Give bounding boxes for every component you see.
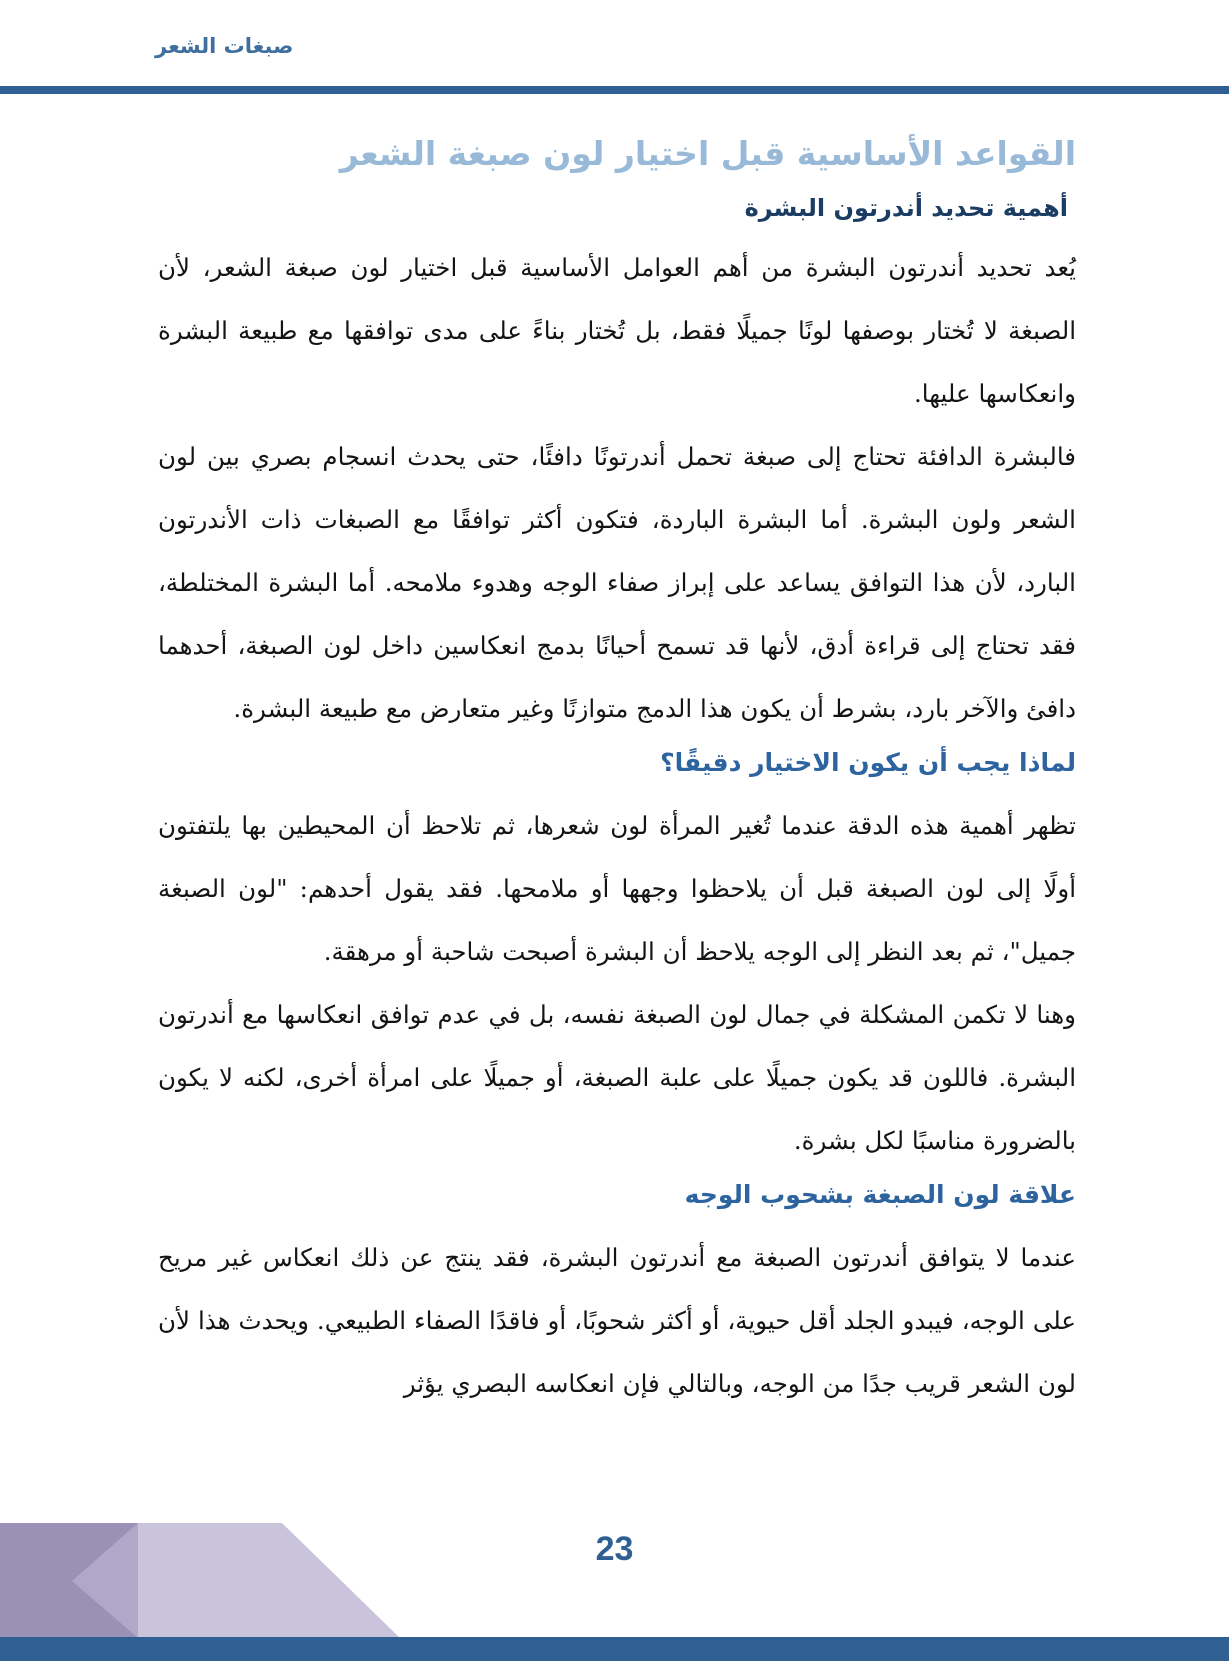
paragraph: فالبشرة الدافئة تحتاج إلى صبغة تحمل أندرتونًا دافئًا، حتى يحدث انسجام بصري بين لون الشعر ولون البشرة. أما البشرة الباردة، فتكون أكثر توافقًا مع الصبغات ذات الأندرتون البارد، لأن هذا التوافق يساعد على إبراز صفاء الوجه وهدوء ملامحه. أما البشرة المختلطة، فقد تحتاج إلى قراءة أدق، لأنها قد تسمح أحيانًا بدمج انعكاسين داخل لون الصبغة، أحدهما دافئ والآخر بارد، بشرط أن يكون هذا الدمج متوازنًا وغير متعارض مع طبيعة البشرة. xyxy=(158,442,1076,723)
page-content xyxy=(158,128,1076,1415)
paragraph: يُعد تحديد أندرتون البشرة من أهم العوامل الأساسية قبل اختيار لون صبغة الشعر، لأن الصبغة لا تُختار بوصفها لونًا جميلًا فقط، بل تُختار بناءً على مدى توافقها مع طبيعة البشرة وانعكاسها عليها. xyxy=(158,253,1076,408)
footer-band xyxy=(0,1637,1229,1661)
main-title: القواعد الأساسية قبل اختيار لون صبغة الشعر xyxy=(339,134,1076,173)
paragraph: تظهر أهمية هذه الدقة عندما تُغير المرأة لون شعرها، ثم تلاحظ أن المحيطين بها يلتفتون أولًا إلى لون الصبغة قبل أن يلاحظوا وجهها أو ملامحها. فقد يقول أحدهم: "لون الصبغة جميل"، ثم بعد النظر إلى الوجه يلاحظ أن البشرة أصبحت شاحبة أو مرهقة. xyxy=(158,811,1076,966)
paragraph: عندما لا يتوافق أندرتون الصبغة مع أندرتون البشرة، فقد ينتج عن ذلك انعكاس غير مريح على الوجه، فيبدو الجلد أقل حيوية، أو أكثر شحوبًا، أو فاقدًا الصفاء الطبيعي. ويحدث هذا لأن لون الشعر قريب جدًا من الوجه، وبالتالي فإن انعكاسه البصري يؤثر xyxy=(158,1243,1076,1398)
section-title: علاقة لون الصبغة بشحوب الوجه xyxy=(684,1180,1076,1209)
section-title: لماذا يجب أن يكون الاختيار دقيقًا؟ xyxy=(660,748,1076,777)
running-header-title: صبغات الشعر xyxy=(155,34,294,58)
header-rule xyxy=(0,86,1229,94)
paragraph: وهنا لا تكمن المشكلة في جمال لون الصبغة نفسه، بل في عدم توافق انعكاسها مع أندرتون البشرة. فاللون قد يكون جميلًا على علبة الصبغة، أو جميلًا على امرأة أخرى، لكنه لا يكون بالضرورة مناسبًا لكل بشرة. xyxy=(158,1000,1076,1155)
sub-title: أهمية تحديد أندرتون البشرة xyxy=(744,194,1068,222)
page-number: 23 xyxy=(595,1530,634,1568)
